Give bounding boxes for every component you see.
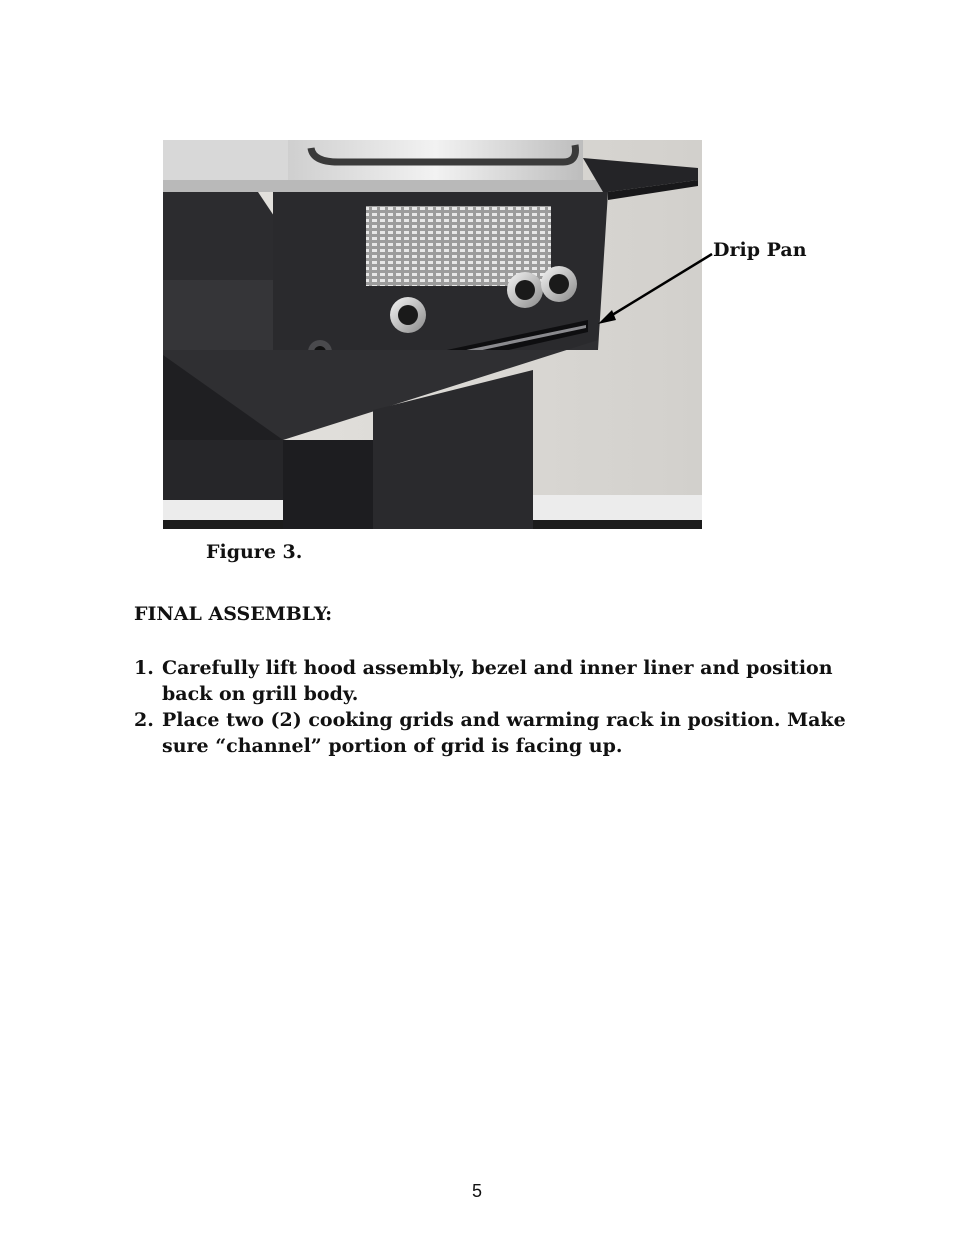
callout-arrow [590,250,720,330]
figure-3-photo [163,140,702,529]
figure-caption: Figure 3. [206,541,303,563]
step-item [134,707,854,759]
section-heading: FINAL ASSEMBLY: [134,603,333,625]
step-number: 2. [134,709,154,731]
assembly-steps [134,655,854,759]
step-item [134,655,854,707]
drip-pan-callout: Drip Pan [713,239,807,261]
step-number: 1. [134,657,154,679]
step-text: Place two (2) cooking grids and warming rack in position. Make sure “channel” portion of grid is facing up. [162,709,846,757]
grill-drip-pan-photo-icon [163,140,702,529]
step-text: Carefully lift hood assembly, bezel and inner liner and position back on grill body. [162,657,833,705]
page-number: 5 [471,1181,482,1201]
